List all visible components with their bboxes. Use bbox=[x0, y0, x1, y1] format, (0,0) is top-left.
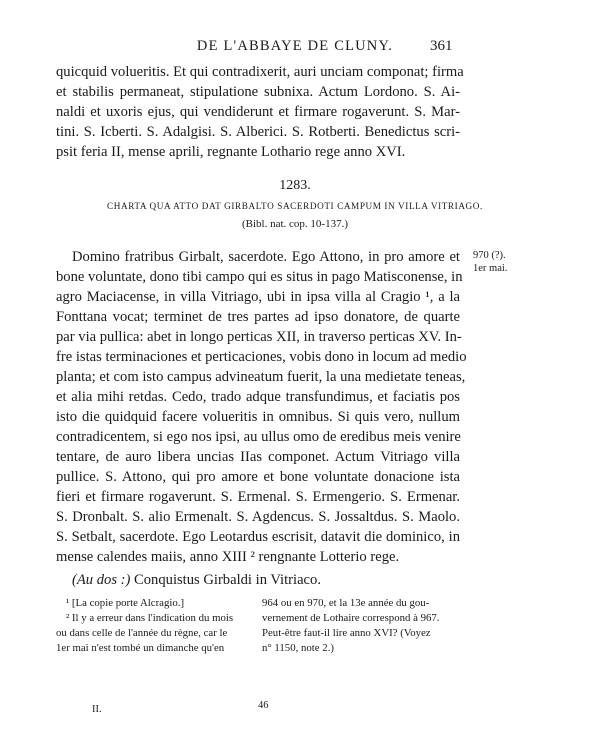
charter-source: (Bibl. nat. cop. 10-137.) bbox=[241, 218, 348, 230]
footnote-line: ¹ [La copie porte Alcragio.] bbox=[66, 597, 185, 609]
text-line: et stabilis permaneat, stipulatione subnixa. Actum Lordono. S. Ai- bbox=[56, 84, 460, 100]
running-header: DE L'ABBAYE DE CLUNY. bbox=[196, 38, 394, 54]
footnote-line: n° 1150, note 2.) bbox=[262, 642, 334, 654]
text-line: fieri et firmare rogaverunt. S. Ermenal. S. Ermengerio. S. Ermenar. bbox=[56, 489, 460, 505]
endorsement-text: Conquistus Girbaldi in Vitriaco. bbox=[130, 572, 321, 588]
text-line: bone voluntate, dono tibi campo qui es situs in pago Matisconense, in bbox=[56, 269, 463, 285]
text-line: par via pullica: abet in longo perticas XII, in traverso perticas XV. In- bbox=[56, 329, 462, 345]
text-line: Fonttana vocat; terminet de tres partes ad ipso donatore, de quarte bbox=[56, 309, 460, 325]
footnote-line: 1er mai n'est tombé un dimanche qu'en bbox=[56, 642, 225, 654]
text-line: et alia mihi retdas. Cedo, trado adque transfundimus, et faciatis pos bbox=[56, 389, 460, 405]
volume-mark: II. bbox=[92, 704, 102, 715]
text-line: fre istas terminaciones et perticaciones, vobis dono in locum ad medio bbox=[56, 349, 467, 365]
charter-title: CHARTA QUA ATTO DAT GIRBALTO SACERDOTI CAMPUM IN VILLA VITRIAGO. bbox=[107, 201, 483, 211]
footnote-line: 964 ou en 970, et la 13e année du gou- bbox=[262, 597, 430, 609]
text-line: pullice. S. Attono, qui pro amore et bone voluntate donacione ista bbox=[56, 469, 460, 485]
text-line: psit feria II, mense aprili, regnante Lothario rege anno XVI. bbox=[56, 144, 406, 160]
footnote-line: Peut-être faut-il lire anno XVI? (Voyez bbox=[262, 627, 431, 639]
charter-number: 1283. bbox=[279, 178, 311, 193]
text-line: planta; et com isto campus advineatum fuerit, la una medietate teneas, bbox=[56, 369, 466, 385]
footnote-line: ² Il y a erreur dans l'indication du mois bbox=[66, 612, 234, 624]
text-line: mense calendes maiis, anno XIII ² rengnante Lotterio rege. bbox=[56, 549, 400, 565]
text-line: Domino fratribus Girbalt, sacerdote. Ego Attono, in pro amore et bbox=[72, 249, 460, 265]
page-number: 361 bbox=[430, 38, 453, 54]
text-line: quicquid volueritis. Et qui contradixerit, auri unciam componat; firma bbox=[56, 64, 464, 80]
text-line: tentare, de auro libera uncias IIas componet. Actum Vitriago villa bbox=[56, 449, 460, 465]
text-line: tini. S. Icberti. S. Adalgisi. S. Alberici. S. Rotberti. Benedictus scri- bbox=[56, 124, 460, 140]
margin-note-day: 1er mai. bbox=[473, 263, 508, 274]
text-line: contradicentem, si ego nos ipsi, au ullus omo de eredibus meis venire bbox=[56, 429, 461, 445]
footnote-line: vernement de Lothaire correspond à 967. bbox=[262, 612, 440, 624]
signature-mark: 46 bbox=[258, 700, 269, 711]
endorsement bbox=[72, 570, 476, 590]
text-line: S. Dronbalt. S. alio Ermenalt. S. Agdencus. S. Jossaltdus. S. Maolo. bbox=[56, 509, 460, 525]
text-line: naldi et uxoris ejus, qui vendiderunt et firmare rogaverunt. S. Mar- bbox=[56, 104, 460, 120]
endorsement-label: (Au dos :) bbox=[72, 572, 131, 588]
text-line: agro Maciacense, in villa Vitriago, ubi in ipsa villa al Cragio ¹, a la bbox=[56, 289, 460, 305]
footnote-line: ou dans celle de l'année du règne, car le bbox=[56, 627, 228, 639]
margin-note-date: 970 (?). bbox=[473, 250, 506, 261]
text-line: isto die quidquid facere volueritis in omnibus. Si quis vero, nullum bbox=[56, 409, 460, 425]
text-line: S. Setbalt, sacerdote. Ego Leotardus escrisit, datavit die dominico, in bbox=[56, 529, 460, 545]
